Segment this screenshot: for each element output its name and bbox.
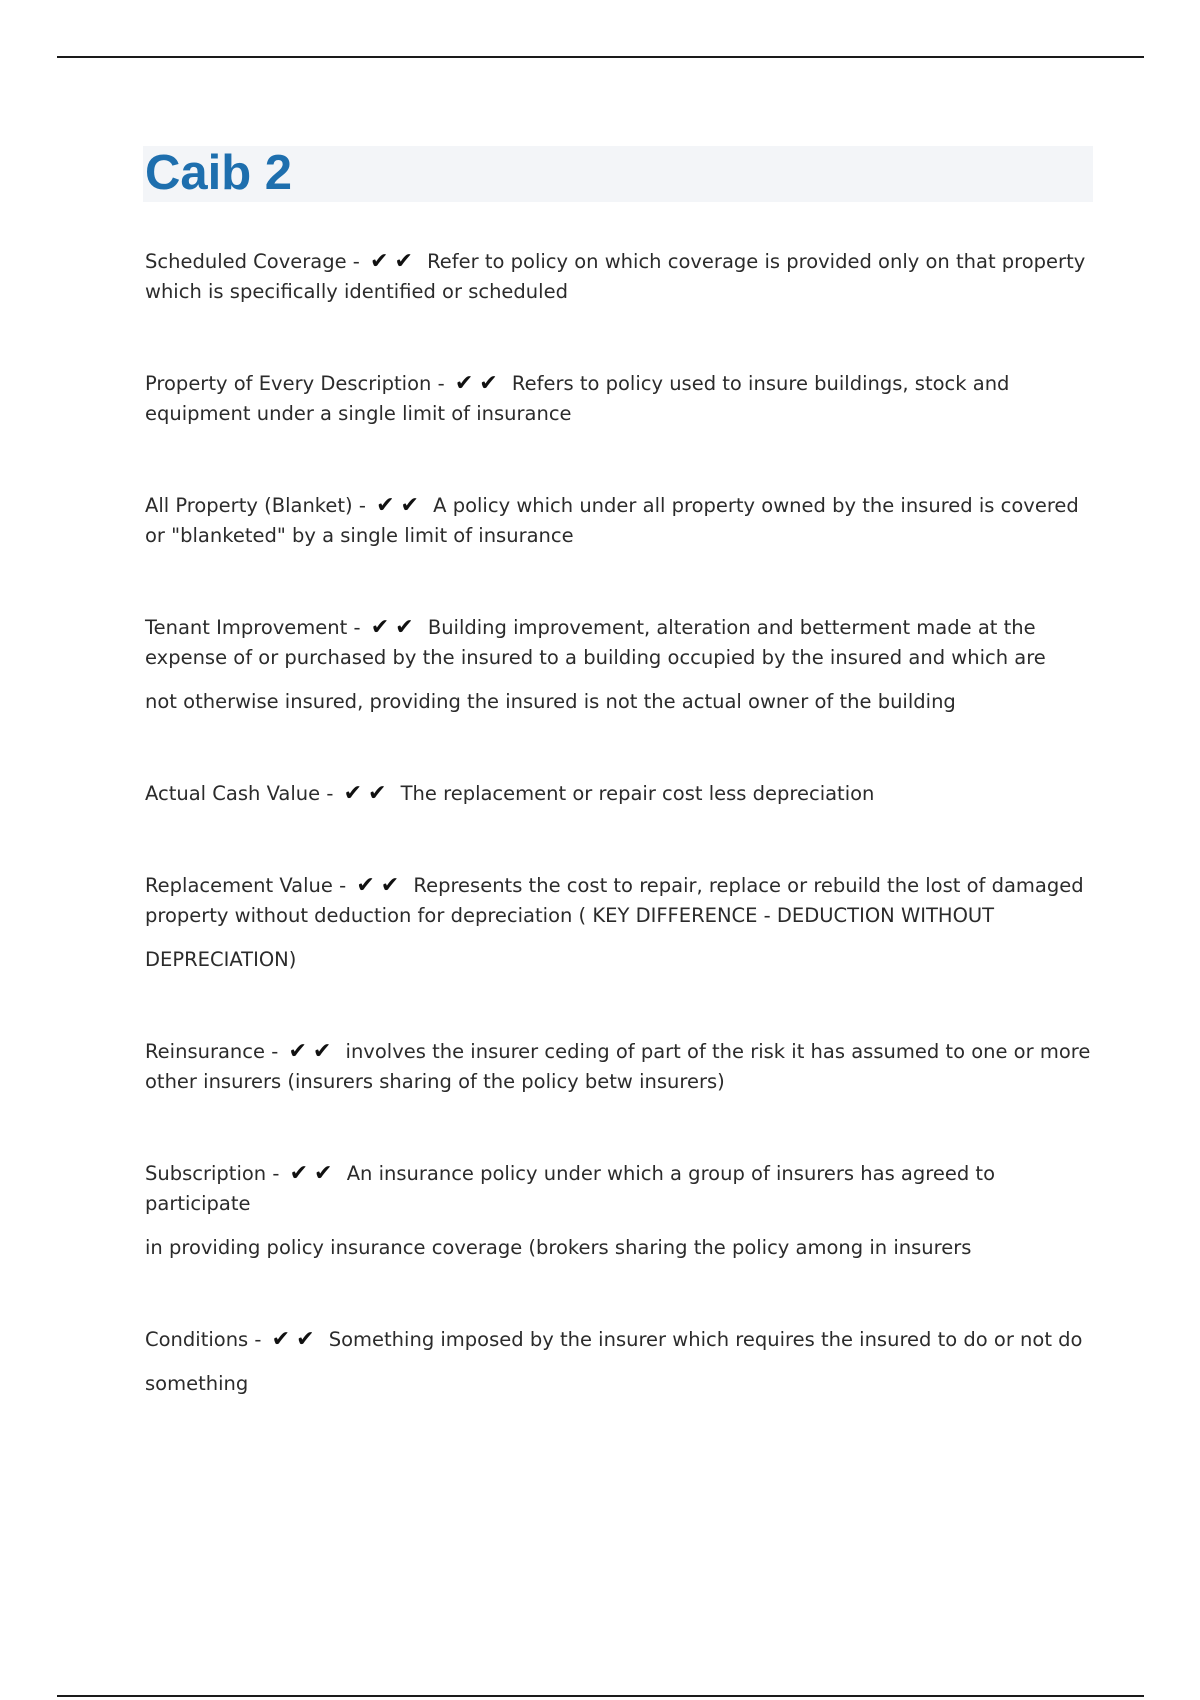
entry-term: Subscription - (145, 1162, 280, 1185)
entry-definition: Building improvement, alteration and betterment made at the expense of or purchased by the insured to a building occupied by the insured and which are (145, 616, 1046, 669)
check-icon: ✔✔ (356, 873, 406, 898)
check-icon: ✔✔ (343, 781, 393, 806)
entry-term: Tenant Improvement - (145, 616, 361, 639)
check-icon: ✔✔ (376, 493, 425, 518)
entry-property-of-every-description (145, 369, 1093, 429)
entry-conditions (145, 1325, 1093, 1399)
entry-tenant-improvement (145, 613, 1093, 717)
entry-definition: Something imposed by the insurer which requires the insured to do or not do (328, 1328, 1083, 1351)
entry-continuation: not otherwise insured, providing the insured is not the actual owner of the building (145, 690, 956, 713)
entry-subscription (145, 1159, 1093, 1263)
entry-term: Property of Every Description - (145, 372, 445, 395)
entry-continuation: in providing policy insurance coverage (brokers sharing the policy among in insurers (145, 1236, 972, 1259)
entry-definition: The replacement or repair cost less depreciation (400, 782, 875, 805)
entry-definition: involves the insurer ceding of part of the risk it has assumed to one or more other insurers (insurers sharing of the policy betw insurers) (145, 1040, 1091, 1093)
check-icon: ✔✔ (288, 1039, 338, 1064)
entry-definition: Refer to policy on which coverage is provided only on that property which is specifically identified or scheduled (145, 250, 1086, 303)
page-title: Caib 2 (145, 146, 293, 200)
entry-all-property-blanket (145, 491, 1093, 551)
entry-term: Reinsurance - (145, 1040, 279, 1063)
footer-rule (57, 1695, 1144, 1697)
check-icon: ✔✔ (370, 249, 419, 274)
entry-term: Replacement Value - (145, 874, 347, 897)
entry-term: Conditions - (145, 1328, 262, 1351)
entry-term: Actual Cash Value - (145, 782, 334, 805)
entry-continuation: something (145, 1372, 249, 1395)
check-icon: ✔✔ (289, 1161, 339, 1186)
entry-term: All Property (Blanket) - (145, 494, 366, 517)
check-icon: ✔✔ (454, 371, 504, 396)
entry-term: Scheduled Coverage - (145, 250, 360, 273)
check-icon: ✔✔ (370, 615, 420, 640)
entry-continuation: DEPRECIATION) (145, 948, 297, 971)
entry-definition: Refers to policy used to insure buildings, stock and equipment under a single limit of insurance (145, 372, 1010, 425)
entry-definition: An insurance policy under which a group of insurers has agreed to participate (145, 1162, 995, 1215)
entry-definition: A policy which under all property owned by the insured is covered or "blanketed" by a single limit of insurance (145, 494, 1079, 547)
entry-list (145, 247, 1093, 1461)
entry-replacement-value (145, 871, 1093, 975)
entry-definition: Represents the cost to repair, replace or rebuild the lost of damaged property without deduction for depreciation ( KEY DIFFERENCE - DEDUCTION WITHOUT (145, 874, 1084, 927)
header-rule (57, 56, 1144, 58)
entry-actual-cash-value (145, 779, 1093, 809)
entry-reinsurance (145, 1037, 1093, 1097)
check-icon: ✔✔ (271, 1327, 321, 1352)
entry-scheduled-coverage (145, 247, 1093, 307)
